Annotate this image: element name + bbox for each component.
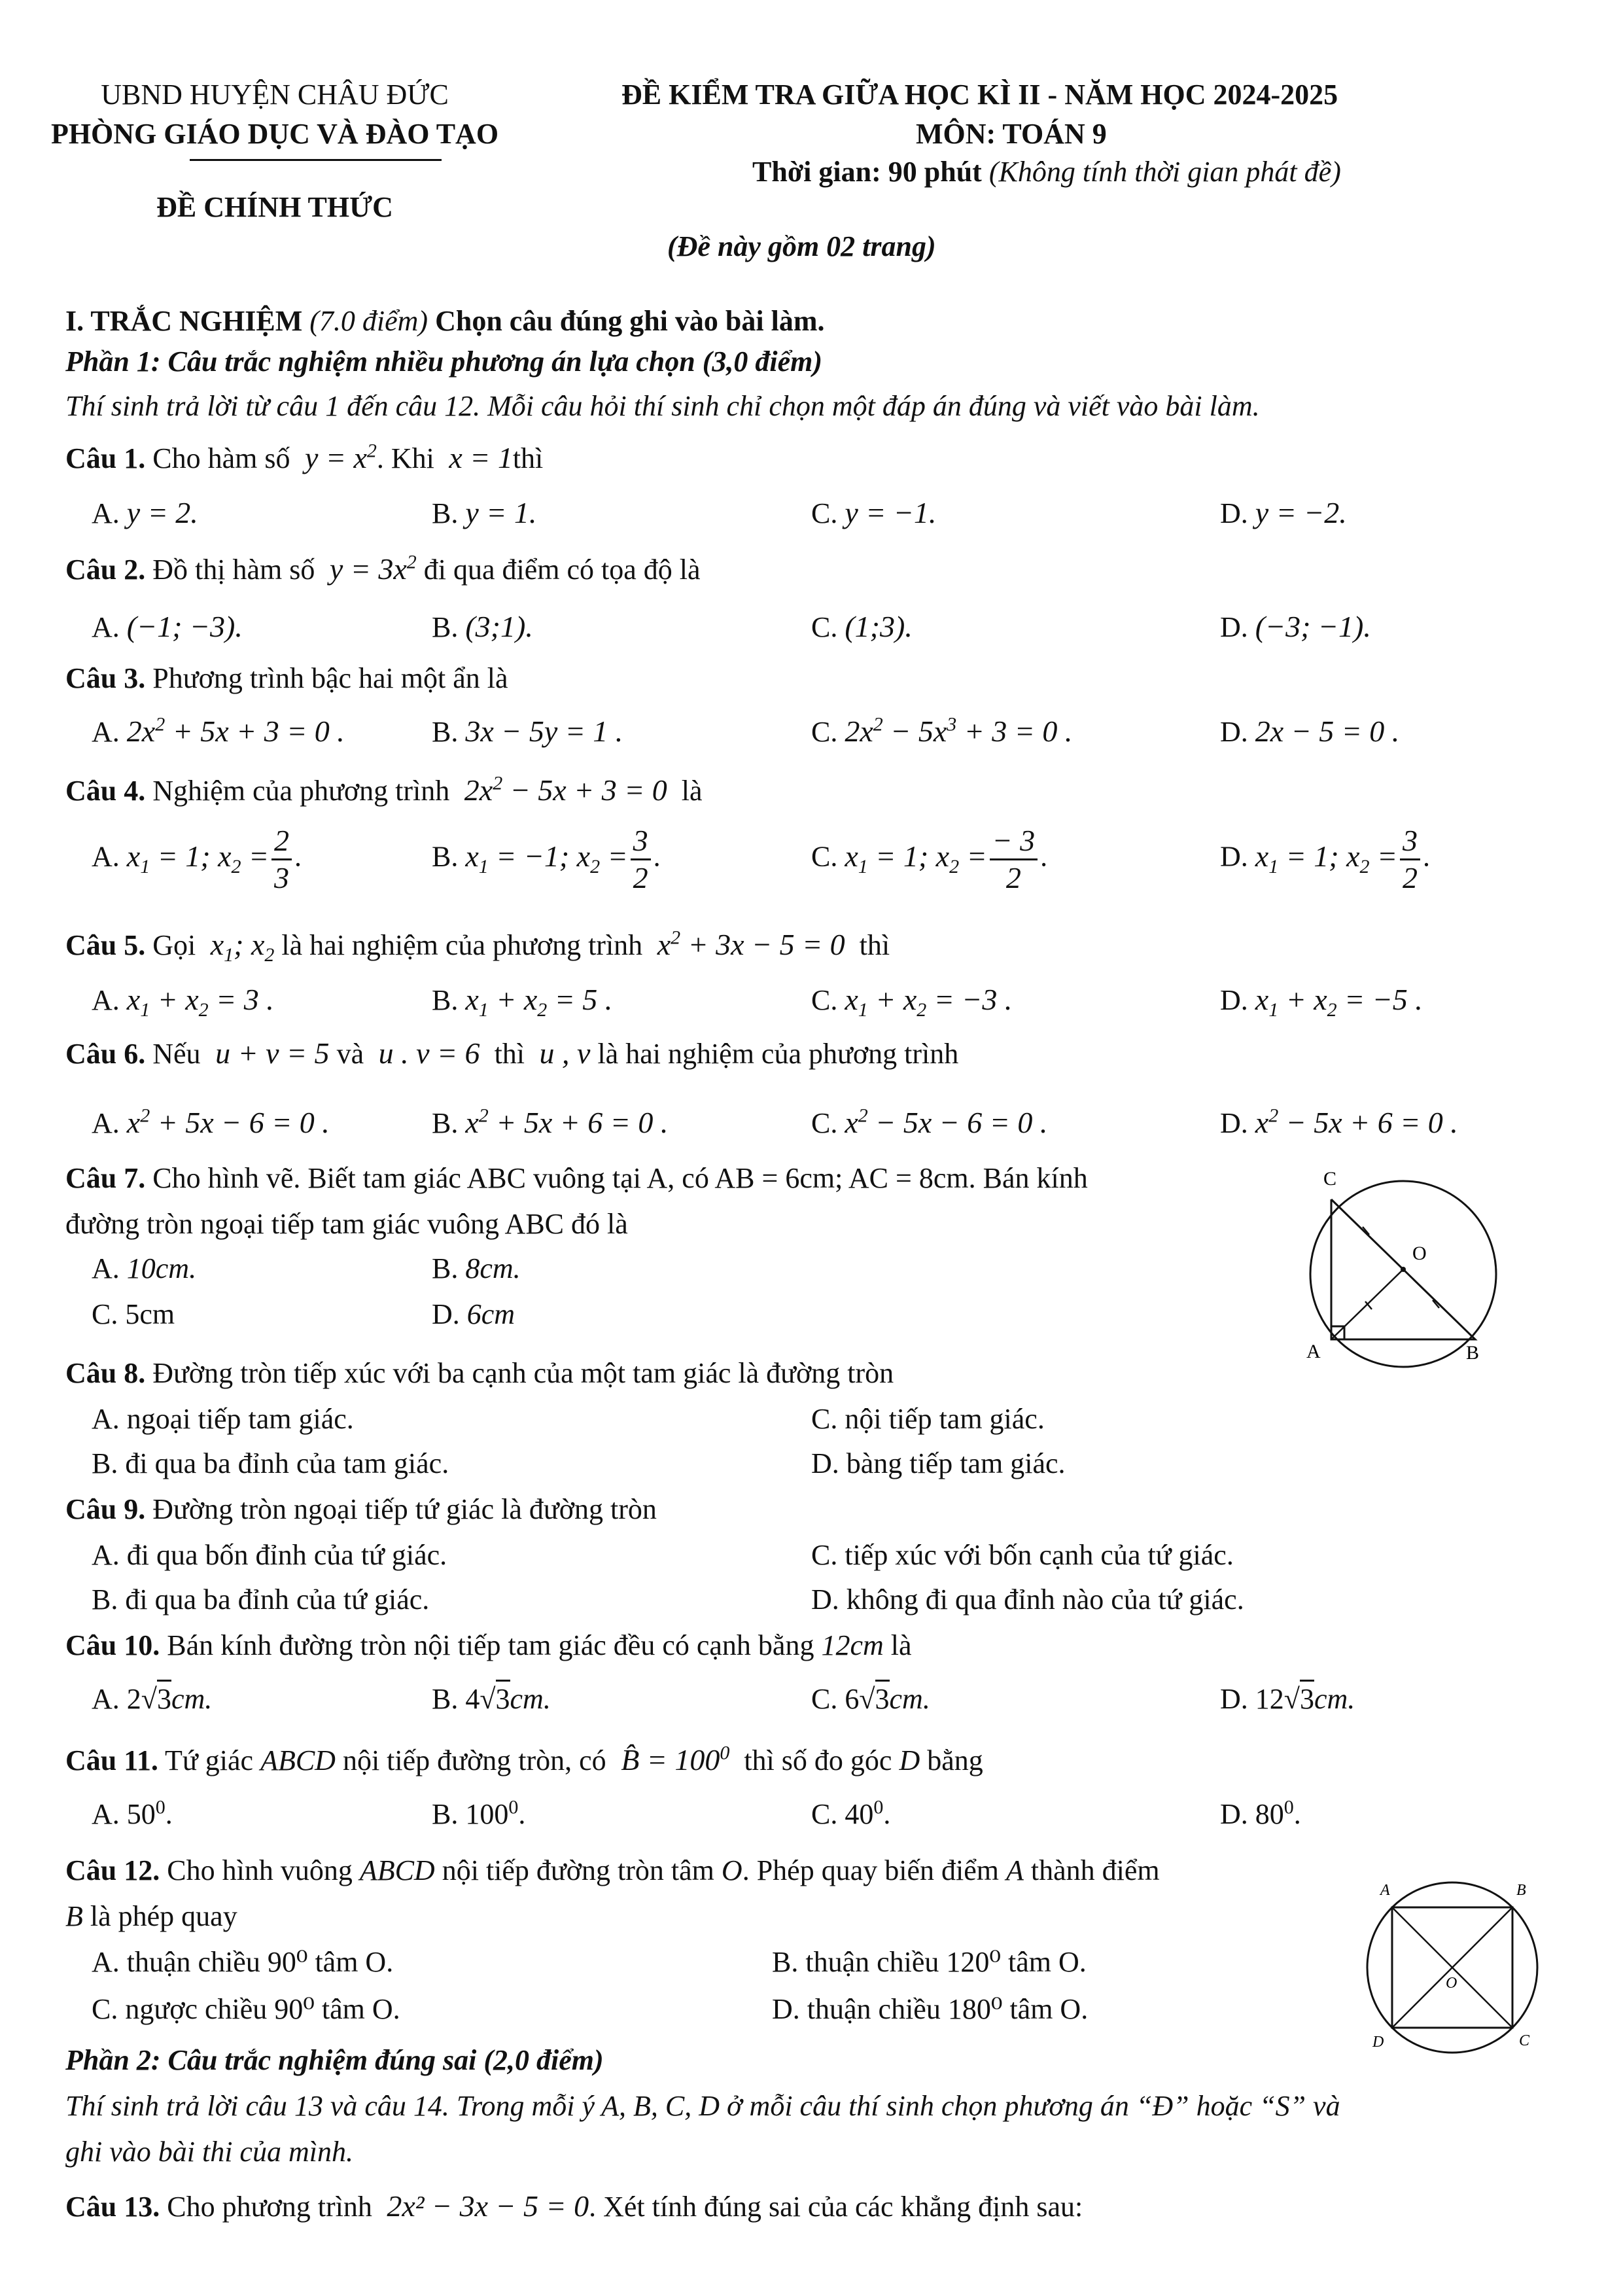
q9-option-c: C. tiếp xúc với bốn cạnh của tứ giác. bbox=[811, 1539, 1234, 1571]
question-4: Câu 4. Nghiệm của phương trình $2x^2 - 5x + 3 = 0$ là bbox=[65, 772, 703, 807]
q2-option-c: C. (1;3). bbox=[811, 610, 913, 643]
org-name-2: PHÒNG GIÁO DỤC VÀ ĐÀO TẠO bbox=[50, 118, 499, 150]
q8-option-d: D. bàng tiếp tam giác. bbox=[811, 1447, 1066, 1479]
center-point bbox=[1401, 1267, 1406, 1272]
question-1: Câu 1. Cho hàm số $y = x^2$. Khi x = 1thì bbox=[65, 440, 544, 474]
q12-option-a: A. thuận chiều 90⁰ tâm O. bbox=[92, 1946, 394, 1978]
q12-option-c: C. ngược chiều 90⁰ tâm O. bbox=[92, 1993, 400, 2025]
question-11: Câu 11. Tứ giác ABCD nội tiếp đường tròn, có B̂ = $100^0$ thì số đo góc D bằng bbox=[65, 1742, 983, 1776]
question-5: Câu 5. Gọi $x_1$; $x_2$ là hai nghiệm của phương trình $x^2 + 3x - 5 = 0$ thì bbox=[65, 927, 890, 966]
label-o: O bbox=[1412, 1243, 1427, 1264]
section-1-heading: I. TRẮC NGHIỆM (7.0 điểm) Chọn câu đúng ghi vào bài làm. bbox=[65, 305, 825, 337]
subject: MÔN: TOÁN 9 bbox=[916, 118, 1107, 150]
time-line bbox=[752, 156, 1341, 189]
question-7-line-1: Câu 7. Cho hình vẽ. Biết tam giác ABC vuông tại A, có AB = 6cm; AC = 8cm. Bán kính bbox=[65, 1162, 1088, 1194]
label-d: D bbox=[1372, 2034, 1384, 2051]
q5-option-d: D. $x_1 + x_2 = -5$ . bbox=[1220, 983, 1423, 1021]
q11-option-b: B. $100^0$. bbox=[432, 1796, 526, 1830]
q5-option-a: A. $x_1 + x_2 = 3$ . bbox=[92, 983, 274, 1021]
question-10: Câu 10. Bán kính đường tròn nội tiếp tam giác đều có cạnh bằng 12cm là bbox=[65, 1629, 912, 1661]
question-13: Câu 13. Cho phương trình 2x² − 3x − 5 = 0. Xét tính đúng sai của các khẳng định sau: bbox=[65, 2189, 1083, 2223]
q9-option-a: A. đi qua bốn đỉnh của tứ giác. bbox=[92, 1539, 447, 1571]
question-2: Câu 2. Đồ thị hàm số $y = 3x^2$ đi qua điểm có tọa độ là bbox=[65, 551, 701, 586]
question-7-line-2: đường tròn ngoại tiếp tam giác vuông ABC đó là bbox=[65, 1208, 628, 1240]
question-3: Câu 3. Phương trình bậc hai một ẩn là bbox=[65, 662, 508, 694]
q3-option-a: A. $2x^2 + 5x + 3 = 0$ . bbox=[92, 713, 345, 748]
official-label: ĐỀ CHÍNH THỨC bbox=[156, 191, 393, 223]
q7-option-c: C. 5cm bbox=[92, 1298, 175, 1330]
q6-option-c: C. $x^2 - 5x - 6 = 0$ . bbox=[811, 1104, 1048, 1139]
q1-option-a: A. y = 2. bbox=[92, 496, 198, 529]
q2-option-b: B. (3;1). bbox=[432, 610, 533, 643]
q6-option-a: A. $x^2 + 5x - 6 = 0$ . bbox=[92, 1104, 330, 1139]
q10-option-d: D. 12√3cm. bbox=[1220, 1683, 1355, 1716]
label-b: B bbox=[1466, 1342, 1480, 1364]
q2-option-a: A. (−1; −3). bbox=[92, 610, 243, 643]
q9-option-b: B. đi qua ba đỉnh của tứ giác. bbox=[92, 1583, 430, 1616]
label-c: C bbox=[1519, 2032, 1530, 2049]
q11-option-c: C. $40^0$. bbox=[811, 1796, 891, 1830]
q7-option-a: A. 10cm. bbox=[92, 1252, 197, 1284]
q12-figure bbox=[1348, 1873, 1557, 2062]
q1-option-d: D. y = −2. bbox=[1220, 496, 1347, 529]
label-a: A bbox=[1306, 1341, 1321, 1362]
part-2-note-1: Thí sinh trả lời câu 13 và câu 14. Trong mỗi ý A, B, C, D ở mỗi câu thí sinh chọn phương án “Đ” hoặc “S” và bbox=[65, 2090, 1340, 2122]
q4-option-d: D. $x_1 = 1$; $x_2$ = $\frac{3}{2}$ . bbox=[1220, 824, 1431, 894]
q5-option-b: B. $x_1 + x_2 = 5$ . bbox=[432, 983, 613, 1021]
q8-option-b: B. đi qua ba đỉnh của tam giác. bbox=[92, 1447, 449, 1479]
q6-option-b: B. $x^2 + 5x + 6 = 0$ . bbox=[432, 1104, 669, 1139]
q12-option-d: D. thuận chiều 180⁰ tâm O. bbox=[772, 1993, 1089, 2025]
q4-option-c: C. $x_1 = 1$; $x_2$ = $\frac{- 3}{2}$ . bbox=[811, 824, 1048, 894]
time-note: (Không tính thời gian phát đề) bbox=[988, 156, 1341, 188]
q8-option-a: A. ngoại tiếp tam giác. bbox=[92, 1403, 354, 1435]
q3-option-b: B. 3x − 5y = 1 . bbox=[432, 715, 623, 748]
q11-option-a: A. $50^0$. bbox=[92, 1796, 173, 1830]
label-a: A bbox=[1380, 1882, 1390, 1899]
q10-option-a: A. 2√3cm. bbox=[92, 1683, 212, 1716]
time-label: Thời gian: 90 phút bbox=[752, 156, 982, 188]
question-8: Câu 8. Đường tròn tiếp xúc với ba cạnh của một tam giác là đường tròn bbox=[65, 1357, 894, 1389]
q4-option-b: B. $x_1 = -1$; $x_2$ = $\frac{3}{2}$ . bbox=[432, 824, 661, 894]
q1-option-c: C. y = −1. bbox=[811, 496, 937, 529]
part-2-note-2: ghi vào bài thi của mình. bbox=[65, 2136, 353, 2168]
part-2-title: Phần 2: Câu trắc nghiệm đúng sai (2,0 điểm) bbox=[65, 2044, 604, 2076]
q4-option-a: A. $x_1 = 1$; $x_2$ = $\frac{2}{3}$ . bbox=[92, 824, 302, 894]
exam-title: ĐỀ KIỂM TRA GIỮA HỌC KÌ II - NĂM HỌC 2024-2025 bbox=[621, 79, 1338, 111]
q3-option-d: D. 2x − 5 = 0 . bbox=[1220, 715, 1400, 748]
q6-option-d: D. $x^2 - 5x + 6 = 0$ . bbox=[1220, 1104, 1458, 1139]
q10-option-c: C. 6√3cm. bbox=[811, 1683, 930, 1716]
header-underline bbox=[190, 159, 442, 161]
q1-option-b: B. y = 1. bbox=[432, 496, 537, 529]
question-6: Câu 6. Nếu u + v = 5 và u . v = 6 thì u , v là hai nghiệm của phương trình bbox=[65, 1036, 959, 1070]
q7-option-b: B. 8cm. bbox=[432, 1252, 521, 1284]
question-12-line-2: B là phép quay bbox=[65, 1900, 237, 1932]
q7-figure bbox=[1292, 1161, 1514, 1371]
q7-option-d: D. 6cm bbox=[432, 1298, 515, 1330]
pages-note: (Đề này gồm 02 trang) bbox=[667, 230, 936, 262]
part-1-note: Thí sinh trả lời từ câu 1 đến câu 12. Mỗi câu hỏi thí sinh chỉ chọn một đáp án đúng và viết vào bài làm. bbox=[65, 390, 1260, 422]
question-9: Câu 9. Đường tròn ngoại tiếp tứ giác là đường tròn bbox=[65, 1493, 657, 1525]
q10-option-b: B. 4√3cm. bbox=[432, 1683, 551, 1716]
q2-option-d: D. (−3; −1). bbox=[1220, 610, 1371, 643]
org-name-1: UBND HUYỆN CHÂU ĐỨC bbox=[101, 79, 449, 111]
part-1-title: Phần 1: Câu trắc nghiệm nhiều phương án lựa chọn (3,0 điểm) bbox=[65, 345, 822, 378]
label-b: B bbox=[1516, 1882, 1526, 1899]
label-o: O bbox=[1446, 1975, 1457, 1992]
q8-option-c: C. nội tiếp tam giác. bbox=[811, 1403, 1045, 1435]
q5-option-c: C. $x_1 + x_2 = -3$ . bbox=[811, 983, 1013, 1021]
label-c: C bbox=[1323, 1168, 1337, 1190]
q11-option-d: D. $80^0$. bbox=[1220, 1796, 1301, 1830]
q3-option-c: C. $2x^2 - 5x^3 + 3 = 0$ . bbox=[811, 713, 1073, 748]
question-12-line-1: Câu 12. Cho hình vuông ABCD nội tiếp đường tròn tâm O. Phép quay biến điểm A thành điểm bbox=[65, 1854, 1160, 1886]
q9-option-d: D. không đi qua đỉnh nào của tứ giác. bbox=[811, 1583, 1244, 1616]
q12-option-b: B. thuận chiều 120⁰ tâm O. bbox=[772, 1946, 1087, 1978]
